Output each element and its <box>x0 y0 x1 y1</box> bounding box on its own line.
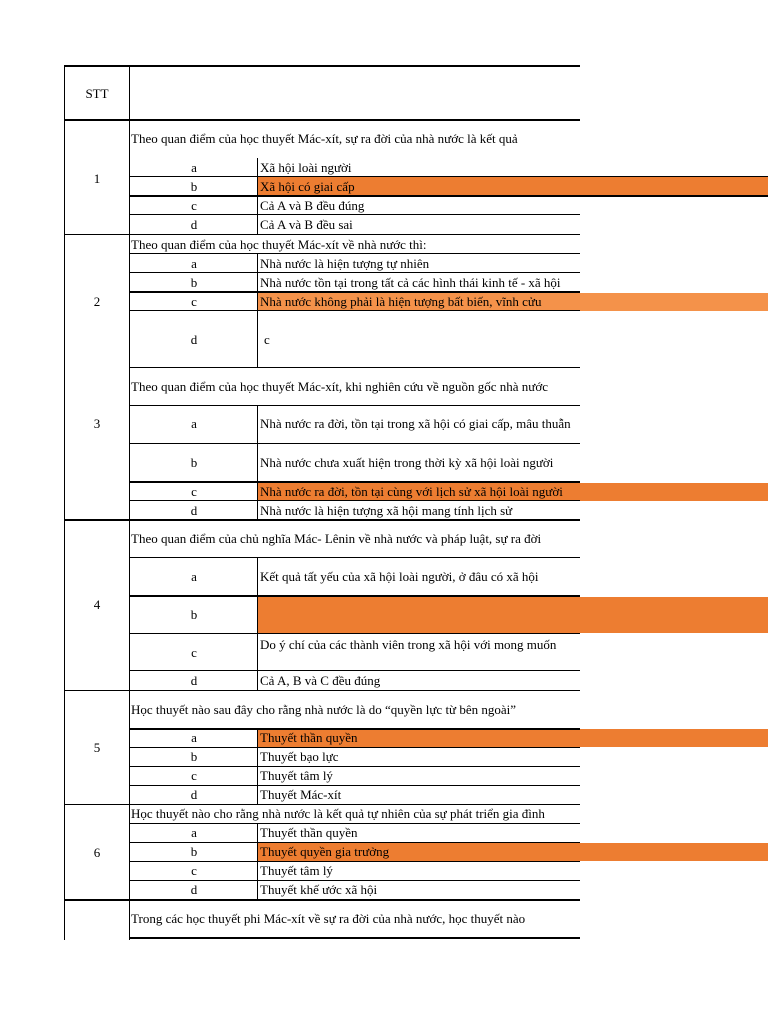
question-2-text: Theo quan điểm của học thuyết Mác-xít về nhà nước thì: <box>131 237 427 252</box>
q2-option-d-text: c <box>264 332 270 347</box>
q3-option-a-letter: a <box>191 416 197 431</box>
grid-line <box>130 214 580 215</box>
question-7-text: Trong các học thuyết phi Mác-xít về sự ra đời của nhà nước, học thuyết nào <box>131 911 526 926</box>
grid-line <box>64 899 580 901</box>
q4-option-d-letter: d <box>190 673 198 688</box>
q3-option-c-letter: c <box>191 484 197 499</box>
grid-line <box>130 443 580 444</box>
q1-option-b-text: Xã hội có giai cấp <box>260 179 355 194</box>
grid-line <box>130 633 580 634</box>
grid-line <box>130 481 580 483</box>
grid-line <box>130 861 580 862</box>
q5-option-c-text: Thuyết tâm lý <box>260 768 333 783</box>
q1-option-d-letter: d <box>190 217 198 232</box>
q6-option-a-letter: a <box>191 825 197 840</box>
grid-line <box>64 234 580 235</box>
q4-option-c-letter: c <box>191 645 197 660</box>
grid-line <box>130 291 580 293</box>
grid-line <box>130 176 768 177</box>
grid-line <box>130 880 580 881</box>
q3-option-c-text: Nhà nước ra đời, tồn tại cùng với lịch sử xã hội loài người <box>260 484 563 499</box>
question-1-number: 1 <box>93 171 101 186</box>
q6-option-a-text: Thuyết thần quyền <box>260 825 358 840</box>
q5-option-a-letter: a <box>191 730 197 745</box>
question-2-number: 2 <box>93 294 101 309</box>
grid-line <box>64 690 580 691</box>
grid-line <box>64 65 580 67</box>
question-4-text: Theo quan điểm của chủ nghĩa Mác- Lênin về nhà nước và pháp luật, sự ra đời <box>131 531 542 546</box>
grid-line <box>130 823 580 824</box>
header-stt: STT <box>85 86 109 101</box>
q3-option-d-letter: d <box>190 503 198 518</box>
q5-option-a-text: Thuyết thần quyền <box>260 730 358 745</box>
question-5-text: Học thuyết nào sau đây cho rằng nhà nước là do “quyền lực từ bên ngoài” <box>131 702 517 717</box>
q2-option-d-letter: d <box>190 332 198 347</box>
q5-option-d-letter: d <box>190 787 198 802</box>
grid-line <box>64 804 580 805</box>
q5-option-b-text: Thuyết bạo lực <box>260 749 339 764</box>
q4-option-c-text: Do ý chí của các thành viên trong xã hội với mong muốn <box>260 637 557 652</box>
q6-option-d-letter: d <box>190 882 198 897</box>
grid-line <box>130 500 580 501</box>
q5-option-b-letter: b <box>190 749 198 764</box>
q2-option-c-text: Nhà nước không phải là hiện tượng bất biến, vĩnh cửu <box>260 294 542 309</box>
grid-line <box>130 670 580 671</box>
q4-option-a-letter: a <box>191 569 197 584</box>
q6-option-b-letter: b <box>190 844 198 859</box>
q4-option-a-text: Kết quả tất yếu của xã hội loài người, ở đâu có xã hội <box>260 569 539 584</box>
question-6-number: 6 <box>93 845 101 860</box>
grid-line <box>130 195 768 197</box>
q2-option-a-letter: a <box>191 256 197 271</box>
q3-option-a-text: Nhà nước ra đời, tồn tại trong xã hội có giai cấp, mâu thuẫn <box>260 416 571 431</box>
grid-line <box>130 272 580 273</box>
grid-line <box>130 253 580 254</box>
question-1-text: Theo quan điểm của học thuyết Mác-xít, sự ra đời của nhà nước là kết quả <box>131 131 518 146</box>
q2-option-b-text: Nhà nước tồn tại trong tất cả các hình thái kinh tế - xã hội <box>260 275 561 290</box>
q6-option-b-text: Thuyết quyền gia trưởng <box>260 844 390 859</box>
q2-option-a-text: Nhà nước là hiện tượng tự nhiên <box>260 256 430 271</box>
grid-line <box>130 937 580 939</box>
grid-line <box>130 405 580 406</box>
q1-option-a-text: Xã hội loài người <box>260 160 352 175</box>
q6-option-c-text: Thuyết tâm lý <box>260 863 333 878</box>
q1-option-a-letter: a <box>191 160 197 175</box>
grid-line <box>64 519 580 521</box>
grid-line <box>130 557 580 558</box>
grid-line <box>130 310 580 311</box>
grid-line <box>64 119 580 121</box>
grid-line <box>64 65 65 940</box>
q1-option-d-text: Cả A và B đều sai <box>260 217 353 232</box>
q3-option-b-letter: b <box>190 455 198 470</box>
q3-option-b-text: Nhà nước chưa xuất hiện trong thời kỳ xã hội loài người <box>260 455 554 470</box>
question-3-number: 3 <box>93 416 101 431</box>
grid-line <box>130 766 580 767</box>
q1-option-c-letter: c <box>191 198 197 213</box>
q6-option-d-text: Thuyết khế ước xã hội <box>260 882 378 897</box>
grid-line <box>130 367 580 368</box>
grid-line <box>130 842 580 843</box>
grid-line <box>130 747 580 748</box>
q2-option-b-letter: b <box>190 275 198 290</box>
q3-option-d-text: Nhà nước là hiện tượng xã hội mang tính lịch sử <box>260 503 513 518</box>
highlight-q4-b <box>258 597 768 633</box>
q6-option-c-letter: c <box>191 863 197 878</box>
grid-line <box>130 785 580 786</box>
question-3-text: Theo quan điểm của học thuyết Mác-xít, khi nghiên cứu về nguồn gốc nhà nước <box>131 379 548 394</box>
question-4-number: 4 <box>93 597 101 612</box>
grid-line <box>130 595 580 597</box>
q1-option-c-text: Cả A và B đều đúng <box>260 198 365 213</box>
q1-option-b-letter: b <box>190 179 198 194</box>
question-5-number: 5 <box>93 740 101 755</box>
q2-option-c-letter: c <box>191 294 197 309</box>
question-6-text: Học thuyết nào cho rằng nhà nước là kết quả tự nhiên của sự phát triển gia đình <box>131 806 545 821</box>
q5-option-c-letter: c <box>191 768 197 783</box>
q4-option-b-letter: b <box>190 607 198 622</box>
q5-option-d-text: Thuyết Mác-xít <box>260 787 342 802</box>
q4-option-d-text: Cả A, B và C đều đúng <box>260 673 381 688</box>
